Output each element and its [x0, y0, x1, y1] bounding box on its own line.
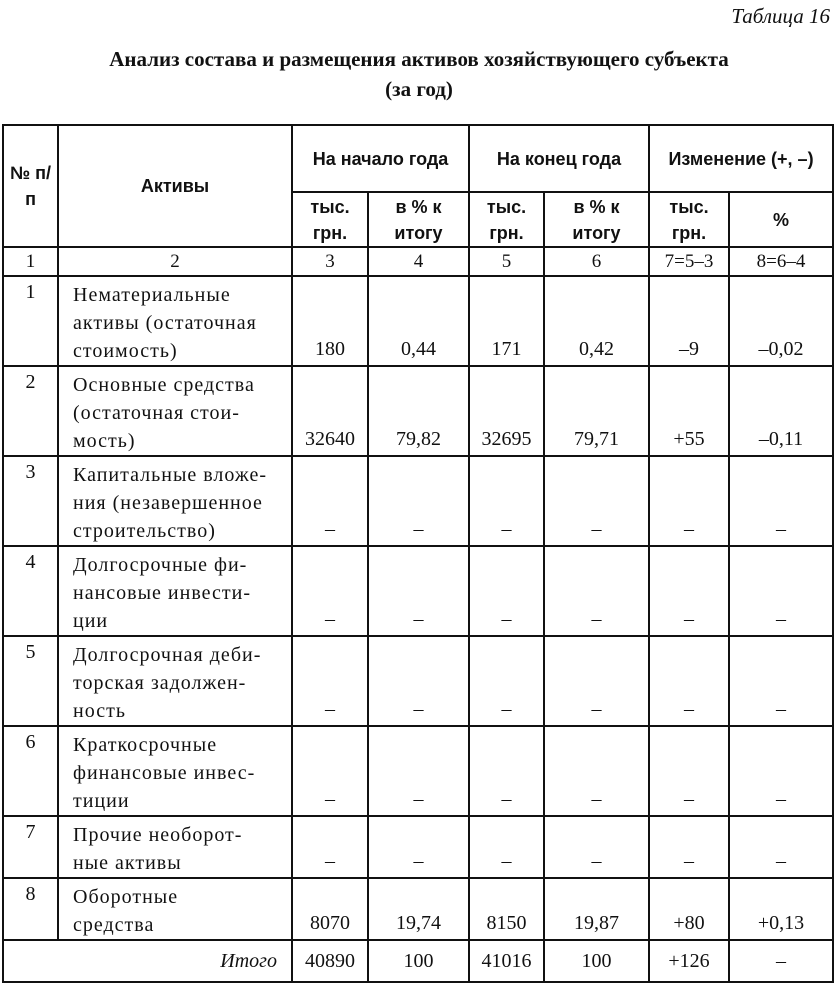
cell: –	[729, 726, 833, 816]
cell: –	[649, 726, 729, 816]
cell: –	[292, 636, 368, 726]
cell: 8070	[292, 878, 368, 940]
header-th: тыс. грн.	[469, 192, 544, 247]
cell: –	[368, 546, 469, 636]
cell: –	[292, 816, 368, 878]
cell: –	[469, 456, 544, 546]
cell: 79,71	[544, 366, 649, 456]
cell: 100	[544, 940, 649, 982]
cell: –	[368, 816, 469, 878]
cell: –	[649, 636, 729, 726]
column-number: 7=5–3	[649, 247, 729, 276]
cell: 40890	[292, 940, 368, 982]
column-number: 3	[292, 247, 368, 276]
table-row	[3, 878, 833, 940]
table-row	[3, 726, 833, 816]
table-row	[3, 546, 833, 636]
cell: 32640	[292, 366, 368, 456]
cell: –	[368, 456, 469, 546]
header-pct: в % к итогу	[544, 192, 649, 247]
asset-name: Капитальные вложе- ния (незавершенное строительство)	[58, 456, 292, 546]
asset-name: Долгосрочные фи- нансовые инвести- ции	[58, 546, 292, 636]
cell: +80	[649, 878, 729, 940]
cell: 8150	[469, 878, 544, 940]
row-number: 2	[3, 366, 58, 456]
cell: –	[469, 546, 544, 636]
cell: –	[368, 636, 469, 726]
table-row	[3, 276, 833, 366]
cell: –	[729, 456, 833, 546]
header-change: Изменение (+, –)	[649, 125, 833, 192]
cell: –	[544, 546, 649, 636]
asset-name: Долгосрочная деби- торская задолжен- ность	[58, 636, 292, 726]
cell: 180	[292, 276, 368, 366]
cell: –	[544, 456, 649, 546]
cell: –	[649, 816, 729, 878]
cell: –	[544, 636, 649, 726]
asset-name: Прочие необорот- ные активы	[58, 816, 292, 878]
cell: –	[729, 636, 833, 726]
table-row	[3, 816, 833, 878]
cell: 0,42	[544, 276, 649, 366]
assets-table	[2, 124, 834, 983]
row-number: 5	[3, 636, 58, 726]
cell: +126	[649, 940, 729, 982]
cell: 41016	[469, 940, 544, 982]
cell: –	[469, 726, 544, 816]
asset-name: Краткосрочные финансовые инвес- тиции	[58, 726, 292, 816]
column-number: 5	[469, 247, 544, 276]
cell: –	[649, 546, 729, 636]
cell: –9	[649, 276, 729, 366]
cell: 19,87	[544, 878, 649, 940]
column-number-row	[3, 247, 833, 276]
cell: 100	[368, 940, 469, 982]
header-no: № п/п	[3, 125, 58, 247]
cell: –	[368, 726, 469, 816]
header-th: тыс. грн.	[292, 192, 368, 247]
row-number: 8	[3, 878, 58, 940]
cell: 19,74	[368, 878, 469, 940]
asset-name: Оборотные средства	[58, 878, 292, 940]
cell: –	[729, 940, 833, 982]
header-start: На начало года	[292, 125, 469, 192]
column-number: 1	[3, 247, 58, 276]
cell: 79,82	[368, 366, 469, 456]
table-caption: Таблица 16	[731, 4, 830, 28]
total-label: Итого	[3, 940, 292, 982]
asset-name: Основные средства (остаточная стои- мость)	[58, 366, 292, 456]
cell: –	[469, 816, 544, 878]
table-row	[3, 456, 833, 546]
table-title: Анализ состава и размещения активов хозяйствующего субъекта (за год)	[109, 47, 729, 101]
column-number: 8=6–4	[729, 247, 833, 276]
header-th: тыс. грн.	[649, 192, 729, 247]
cell: –	[544, 726, 649, 816]
header-end: На конец года	[469, 125, 649, 192]
cell: 0,44	[368, 276, 469, 366]
header-pct: в % к итогу	[368, 192, 469, 247]
row-number: 4	[3, 546, 58, 636]
cell: –	[292, 456, 368, 546]
cell: +0,13	[729, 878, 833, 940]
cell: –0,02	[729, 276, 833, 366]
asset-name: Нематериальные активы (остаточная стоимость)	[58, 276, 292, 366]
cell: +55	[649, 366, 729, 456]
table-row	[3, 366, 833, 456]
cell: –	[544, 816, 649, 878]
cell: –	[469, 636, 544, 726]
cell: 32695	[469, 366, 544, 456]
cell: –0,11	[729, 366, 833, 456]
total-row	[3, 940, 833, 982]
cell: –	[649, 456, 729, 546]
column-number: 4	[368, 247, 469, 276]
row-number: 6	[3, 726, 58, 816]
table-row	[3, 636, 833, 726]
row-number: 3	[3, 456, 58, 546]
row-number: 7	[3, 816, 58, 878]
header-pct-sign: %	[729, 192, 833, 247]
cell: –	[729, 816, 833, 878]
header-assets: Активы	[58, 125, 292, 247]
cell: 171	[469, 276, 544, 366]
cell: –	[292, 726, 368, 816]
cell: –	[729, 546, 833, 636]
cell: –	[292, 546, 368, 636]
column-number: 6	[544, 247, 649, 276]
row-number: 1	[3, 276, 58, 366]
column-number: 2	[58, 247, 292, 276]
